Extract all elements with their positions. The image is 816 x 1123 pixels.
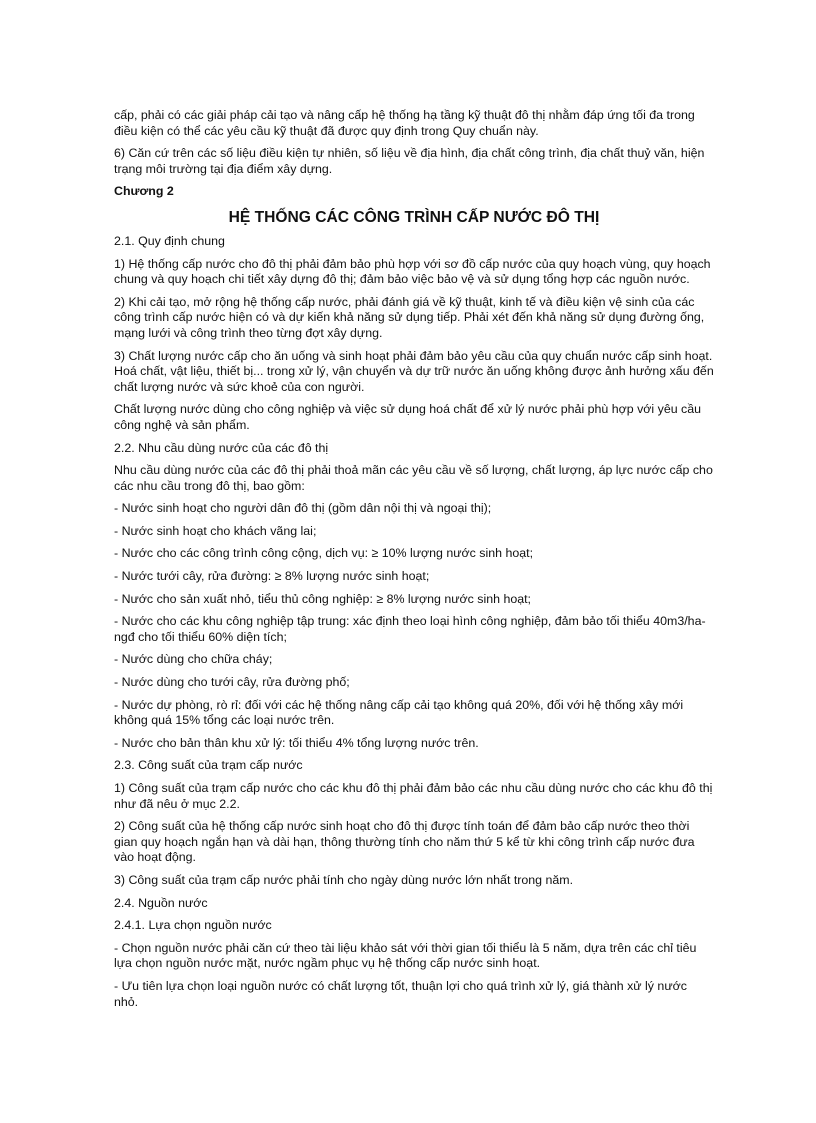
list-item: - Nước cho sản xuất nhỏ, tiểu thủ công nghiệp: ≥ 8% lượng nước sinh hoạt; xyxy=(114,591,531,606)
list-item: - Nước cho các khu công nghiệp tập trung: xác định theo loại hình công nghiệp, đảm bảo tối thiểu 40m3/ha-ngđ cho tối thiểu 60% diện tích; xyxy=(114,614,706,644)
paragraph: Nhu cầu dùng nước của các đô thị phải thoả mãn các yêu cầu về số lượng, chất lượng, áp lực nước cấp cho các nhu cầu trong đô thị, bao gồm: xyxy=(114,463,713,493)
chapter-label: Chương 2 xyxy=(114,184,174,199)
list-item: - Nước cho bản thân khu xử lý: tối thiểu 4% tổng lượng nước trên. xyxy=(114,735,479,750)
section-heading: 2.4. Nguồn nước xyxy=(114,895,208,910)
section-heading: 2.2. Nhu cầu dùng nước của các đô thị xyxy=(114,440,329,455)
list-item: - Nước dùng cho tưới cây, rửa đường phố; xyxy=(114,675,350,690)
list-item: - Nước sinh hoạt cho khách vãng lai; xyxy=(114,523,317,538)
list-item: - Nước dùng cho chữa cháy; xyxy=(114,652,273,667)
list-item: - Nước sinh hoạt cho người dân đô thị (gồm dân nội thị và ngoại thị); xyxy=(114,501,492,516)
paragraph: 2) Khi cải tạo, mở rộng hệ thống cấp nước, phải đánh giá về kỹ thuật, kinh tế và điều kiện vệ sinh của các công trình cấp nước hiện có và dự kiến khả năng sử dụng tiếp. Phải xét đến khả năng sử dụng đường ống, mạng lưới và công trình theo từng đợt xây dựng. xyxy=(114,294,705,340)
chapter-title: HỆ THỐNG CÁC CÔNG TRÌNH CẤP NƯỚC ĐÔ THỊ xyxy=(228,208,600,226)
document-page xyxy=(114,108,714,1017)
paragraph: 6) Căn cứ trên các số liệu điều kiện tự nhiên, số liệu về địa hình, địa chất công trình, địa chất thuỷ văn, hiện trạng môi trường tại địa điểm xây dựng. xyxy=(114,146,705,176)
paragraph: 1) Công suất của trạm cấp nước cho các khu đô thị phải đảm bảo các nhu cầu dùng nước cho các khu đô thị như đã nêu ở mục 2.2. xyxy=(114,781,713,811)
section-heading: 2.1. Quy định chung xyxy=(114,233,225,248)
paragraph: - Ưu tiên lựa chọn loại nguồn nước có chất lượng tốt, thuận lợi cho quá trình xử lý, giá thành xử lý nước nhỏ. xyxy=(114,978,687,1009)
list-item: - Nước dự phòng, rò rỉ: đối với các hệ thống nâng cấp cải tạo không quá 20%, đối với hệ thống xây mới không quá 15% tổng các loại nước trên. xyxy=(114,697,684,728)
list-item: - Nước cho các công trình công cộng, dịch vụ: ≥ 10% lượng nước sinh hoạt; xyxy=(114,546,534,561)
section-heading: 2.3. Công suất của trạm cấp nước xyxy=(114,758,303,773)
list-item: - Nước tưới cây, rửa đường: ≥ 8% lượng nước sinh hoạt; xyxy=(114,569,430,584)
paragraph: 1) Hệ thống cấp nước cho đô thị phải đảm bảo phù hợp với sơ đồ cấp nước của quy hoạch vùng, quy hoạch chung và quy hoạch chi tiết xây dựng đô thị; đảm bảo việc bảo vệ và sử dụng tổng hợp các nguồn nước. xyxy=(114,256,711,287)
subsection-heading: 2.4.1. Lựa chọn nguồn nước xyxy=(114,918,272,933)
paragraph: - Chọn nguồn nước phải căn cứ theo tài liệu khảo sát với thời gian tối thiểu là 5 năm, dựa trên các chỉ tiêu lựa chọn nguồn nước mặt, nước ngầm phục vụ hệ thống cấp nước sinh hoạt. xyxy=(114,940,697,971)
paragraph: cấp, phải có các giải pháp cải tạo và nâng cấp hệ thống hạ tầng kỹ thuật đô thị nhằm đáp ứng tối đa trong điều kiện có thể các yêu cầu kỹ thuật đã được quy định trong Quy chuẩn này. xyxy=(114,108,695,138)
paragraph: 2) Công suất của hệ thống cấp nước sinh hoạt cho đô thị được tính toán để đảm bảo cấp nước theo thời gian quy hoạch ngắn hạn và dài hạn, thông thường tính cho năm thứ 5 kể từ khi công trình cấp nước đưa vào hoạt động. xyxy=(114,819,695,865)
paragraph: Chất lượng nước dùng cho công nghiệp và việc sử dụng hoá chất để xử lý nước phải phù hợp với yêu cầu công nghệ và sản phẩm. xyxy=(114,402,702,432)
paragraph: 3) Công suất của trạm cấp nước phải tính cho ngày dùng nước lớn nhất trong năm. xyxy=(114,872,574,887)
paragraph: 3) Chất lượng nước cấp cho ăn uống và sinh hoạt phải đảm bảo yêu cầu của quy chuẩn nước cấp sinh hoạt. Hoá chất, vật liệu, thiết bị... trong xử lý, vận chuyển và dự trữ nước ăn uống không được ảnh hưởng xấu đến chất lượng nước và sức khoẻ của con người. xyxy=(114,348,714,394)
